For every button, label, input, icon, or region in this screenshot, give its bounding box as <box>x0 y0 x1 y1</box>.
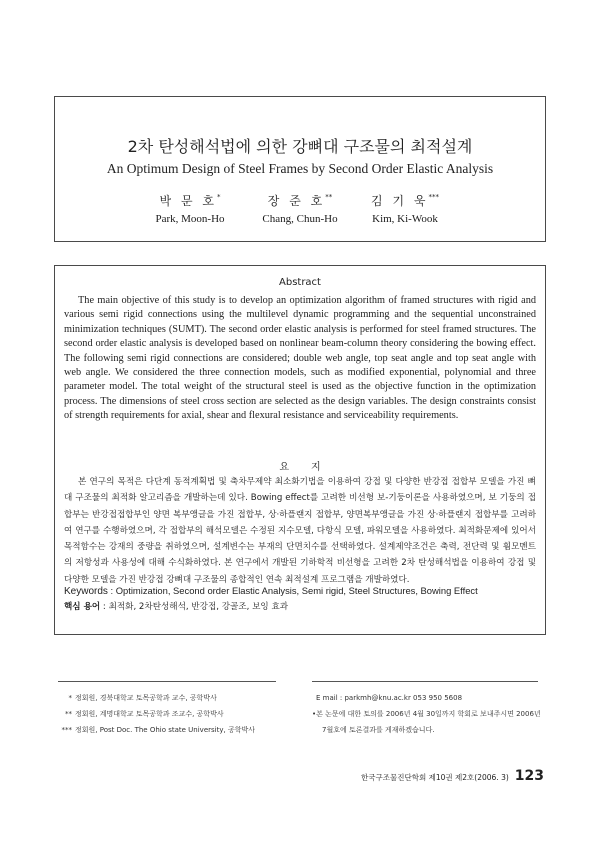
keywords-korean-label: 핵심 용어 <box>64 602 101 612</box>
footnote-mark: * <box>68 694 72 702</box>
footnote-mark: ** <box>65 710 72 718</box>
keywords-list: Optimization, Second order Elastic Analysis, Semi rigid, Steel Structures, Bowing Effect <box>115 585 478 596</box>
keywords-korean-list: 최적화, 2차탄성해석, 반강접, 강골조, 보잉 효과 <box>108 602 289 612</box>
footnote-text: 정회원, 계명대학교 토목공학과 조교수, 공학박사 <box>75 710 224 718</box>
paper-title-english: An Optimum Design of Steel Frames by Second Order Elastic Analysis <box>106 161 494 176</box>
author-name-english: Kim, Ki-Wook <box>372 213 438 225</box>
page-footer <box>361 768 544 784</box>
paper-title-korean: 2차 탄성해석법에 의한 강뼈대 구조물의 최적설계 <box>127 137 473 156</box>
keywords-label: Keywords <box>64 586 108 597</box>
footnote-item <box>58 706 298 722</box>
author-name-english: Chang, Chun-Ho <box>262 213 338 225</box>
author-1 <box>130 192 250 225</box>
page-number: 123 <box>514 768 544 784</box>
abstract-english: The main objective of this study is to develop an optimization algorithm of framed structures with rigid and various semi rigid connections using the multilevel dynamic programming and the sequential unconstrained minimization techniques (SUMT). The second order elastic analysis is performed for steel framed structures. The second order elastic analysis is developed based on nonlinear beam-column theory considering the bowing effect. The following semi rigid connections are considered; double web angle, top seat angle and top seat angle with web angle. We considered the three connection models, such as modified exponential, polynomial and three parameter model. The total weight of the structural steel is used as the objective function in the optimization process. The dimensions of steel cross section are selected as the design variables. The design constraints consist of strength requirements for axial, shear and flexural resistance and serviceability requirements. <box>64 295 536 422</box>
footnote-text: 정회원, Post Doc. The Ohio state University, 공학박사 <box>75 726 255 734</box>
author-2 <box>240 192 360 225</box>
contact-footnotes <box>312 690 552 738</box>
footnote-mark: *** <box>61 726 72 734</box>
discussion-notice: •본 논문에 대한 토의를 2006년 4월 30일까지 학회로 보내주시면 2006년 7월호에 토론결과를 게재하겠습니다. <box>312 710 541 734</box>
affiliation-footnotes <box>58 690 298 738</box>
contact-email: E mail : parkmh@knu.ac.kr 053 950 5608 <box>316 694 463 702</box>
abstract-korean: 본 연구의 목적은 다단계 동적계획법 및 축차무제약 최소화기법을 이용하여 강접 및 다양한 반강접 접합부 모델을 가진 뼈대 구조물의 최적화 알고리즘을 개발하는데 있다. Bowing effect를 고려한 비선형 보-기둥이론을 사용하였으며, 보 기둥의 접합부는 반강접접합부인 양면 복부앵글을 가진 접합부, 상·하플랜지 접합부, 양면복부앵글을 가진 상·하플랜지 접합부를 고려하여 연구를 수행하였으며, 각 접합부의 해석모델은 수정된 지수모델, 다항식 모델, 파워모델을 사용하였다. 최적화문제에 있어서 목적함수는 강재의 중량을 취하였으며, 설계변수는 부재의 단면치수를 선택하였다. 설계제약조건은 축력, 전단력 및 휨모멘트의 저항성과 사용성에 대해 수식화하였다. 본 연구에서 개발된 기하학적 비선형을 고려한 2차 탄성해석법을 이용하여 강접 및 다양한 모델을 가진 반강접 강뼈대 구조물의 종합적인 연속 최적설계 프로그램을 개발하였다. <box>64 477 536 585</box>
abstract-heading: Abstract <box>279 277 321 288</box>
footnote-item <box>58 690 298 706</box>
footnote-item <box>58 722 298 738</box>
author-name-korean: 박 문 호 <box>159 194 217 208</box>
author-mark: *** <box>428 193 439 201</box>
korean-summary-heading: 요지 <box>279 462 343 473</box>
author-mark: * <box>216 193 221 201</box>
footnote-divider-right <box>312 681 538 682</box>
keywords-english: Keywords : Optimization, Second order Elastic Analysis, Semi rigid, Steel Structures, Bowing Effect <box>64 585 478 597</box>
author-3 <box>345 192 465 225</box>
footnote-divider-left <box>58 681 276 682</box>
footnote-text: 정회원, 경북대학교 토목공학과 교수, 공학박사 <box>75 694 217 702</box>
keywords-korean: 핵심 용어 : 최적화, 2차탄성해석, 반강접, 강골조, 보잉 효과 <box>64 602 289 612</box>
author-name-english: Park, Moon-Ho <box>155 213 225 225</box>
journal-info: 한국구조물진단학회 제10권 제2호(2006. 3) <box>361 773 509 782</box>
author-name-korean: 김 기 욱 <box>371 194 429 208</box>
author-name-korean: 장 준 호 <box>267 194 326 208</box>
author-mark: ** <box>325 193 333 201</box>
